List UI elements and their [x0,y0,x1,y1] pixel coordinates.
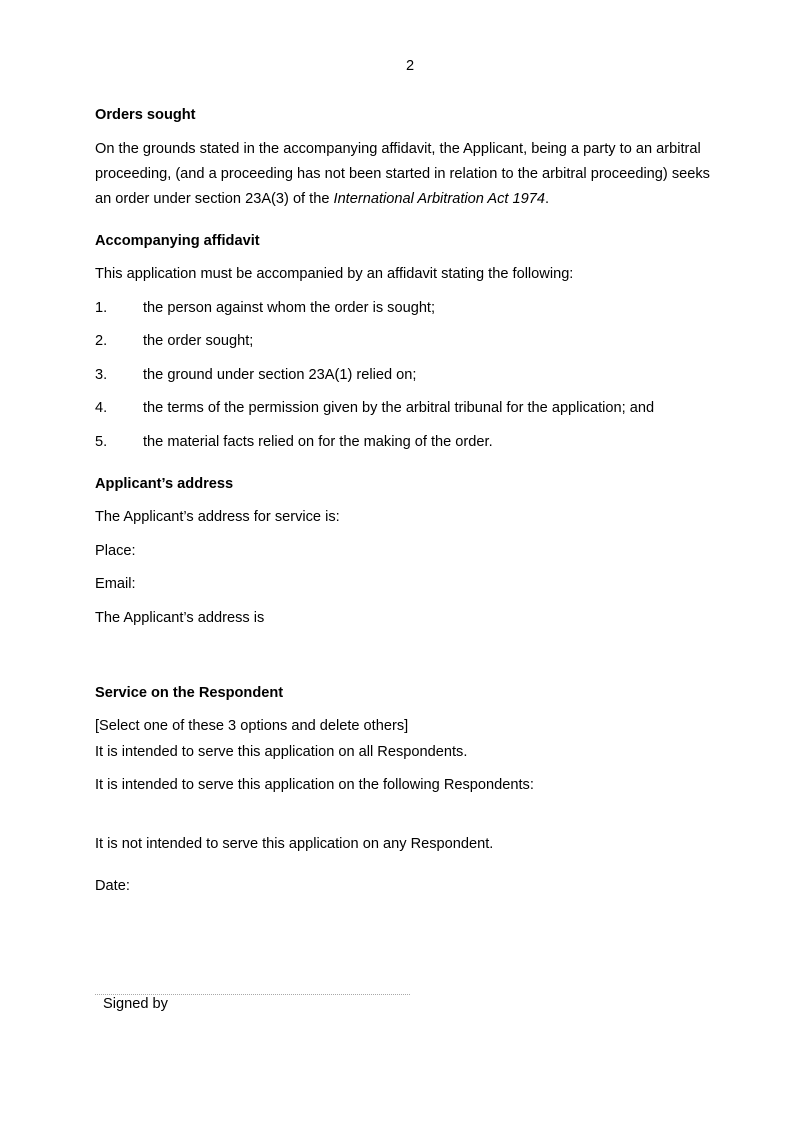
service-option-none: It is not intended to serve this application on any Respondent. [95,836,494,852]
orders-sought-heading: Orders sought [95,107,196,123]
list-item: the material facts relied on for the making of the order. [143,434,493,450]
act-title: International Arbitration Act 1974 [333,191,545,207]
service-option-all: It is intended to serve this application on all Respondents. [95,744,468,760]
signed-by-label: Signed by [103,996,168,1012]
date-label: Date: [95,878,130,894]
applicant-address-heading: Applicant’s address [95,476,234,492]
service-instruction: [Select one of these 3 options and delete others] [95,718,409,734]
orders-sought-line-2: proceeding, (and a proceeding has not been started in relation to the arbitral proceeding) seeks [95,166,710,182]
list-item-number: 5. [95,434,108,450]
list-item-number: 4. [95,400,108,416]
list-item: the order sought; [143,333,254,349]
service-option-following: It is intended to serve this application on the following Respondents: [95,777,534,793]
affidavit-heading: Accompanying affidavit [95,233,260,249]
place-label: Place: [95,543,136,559]
orders-sought-line-1: On the grounds stated in the accompanying affidavit, the Applicant, being a party to an arbitral [95,141,701,157]
list-item-number: 3. [95,367,108,383]
orders-sought-line-3-end: . [544,191,550,207]
email-label: Email: [95,576,136,592]
list-item-number: 2. [95,333,108,349]
list-item-number: 1. [95,300,108,316]
orders-sought-line-3 [95,187,549,213]
applicant-address-line: The Applicant’s address is [95,610,265,626]
address-for-service-line: The Applicant’s address for service is: [95,509,340,525]
page-number: 2 [405,58,415,74]
list-item: the terms of the permission given by the arbitral tribunal for the application; and [143,400,655,416]
list-item: the person against whom the order is sought; [143,300,436,316]
service-heading: Service on the Respondent [95,685,284,701]
list-item: the ground under section 23A(1) relied on; [143,367,417,383]
affidavit-intro: This application must be accompanied by an affidavit stating the following: [95,266,574,282]
orders-sought-line-3-text: an order under section 23A(3) of the [95,191,334,207]
